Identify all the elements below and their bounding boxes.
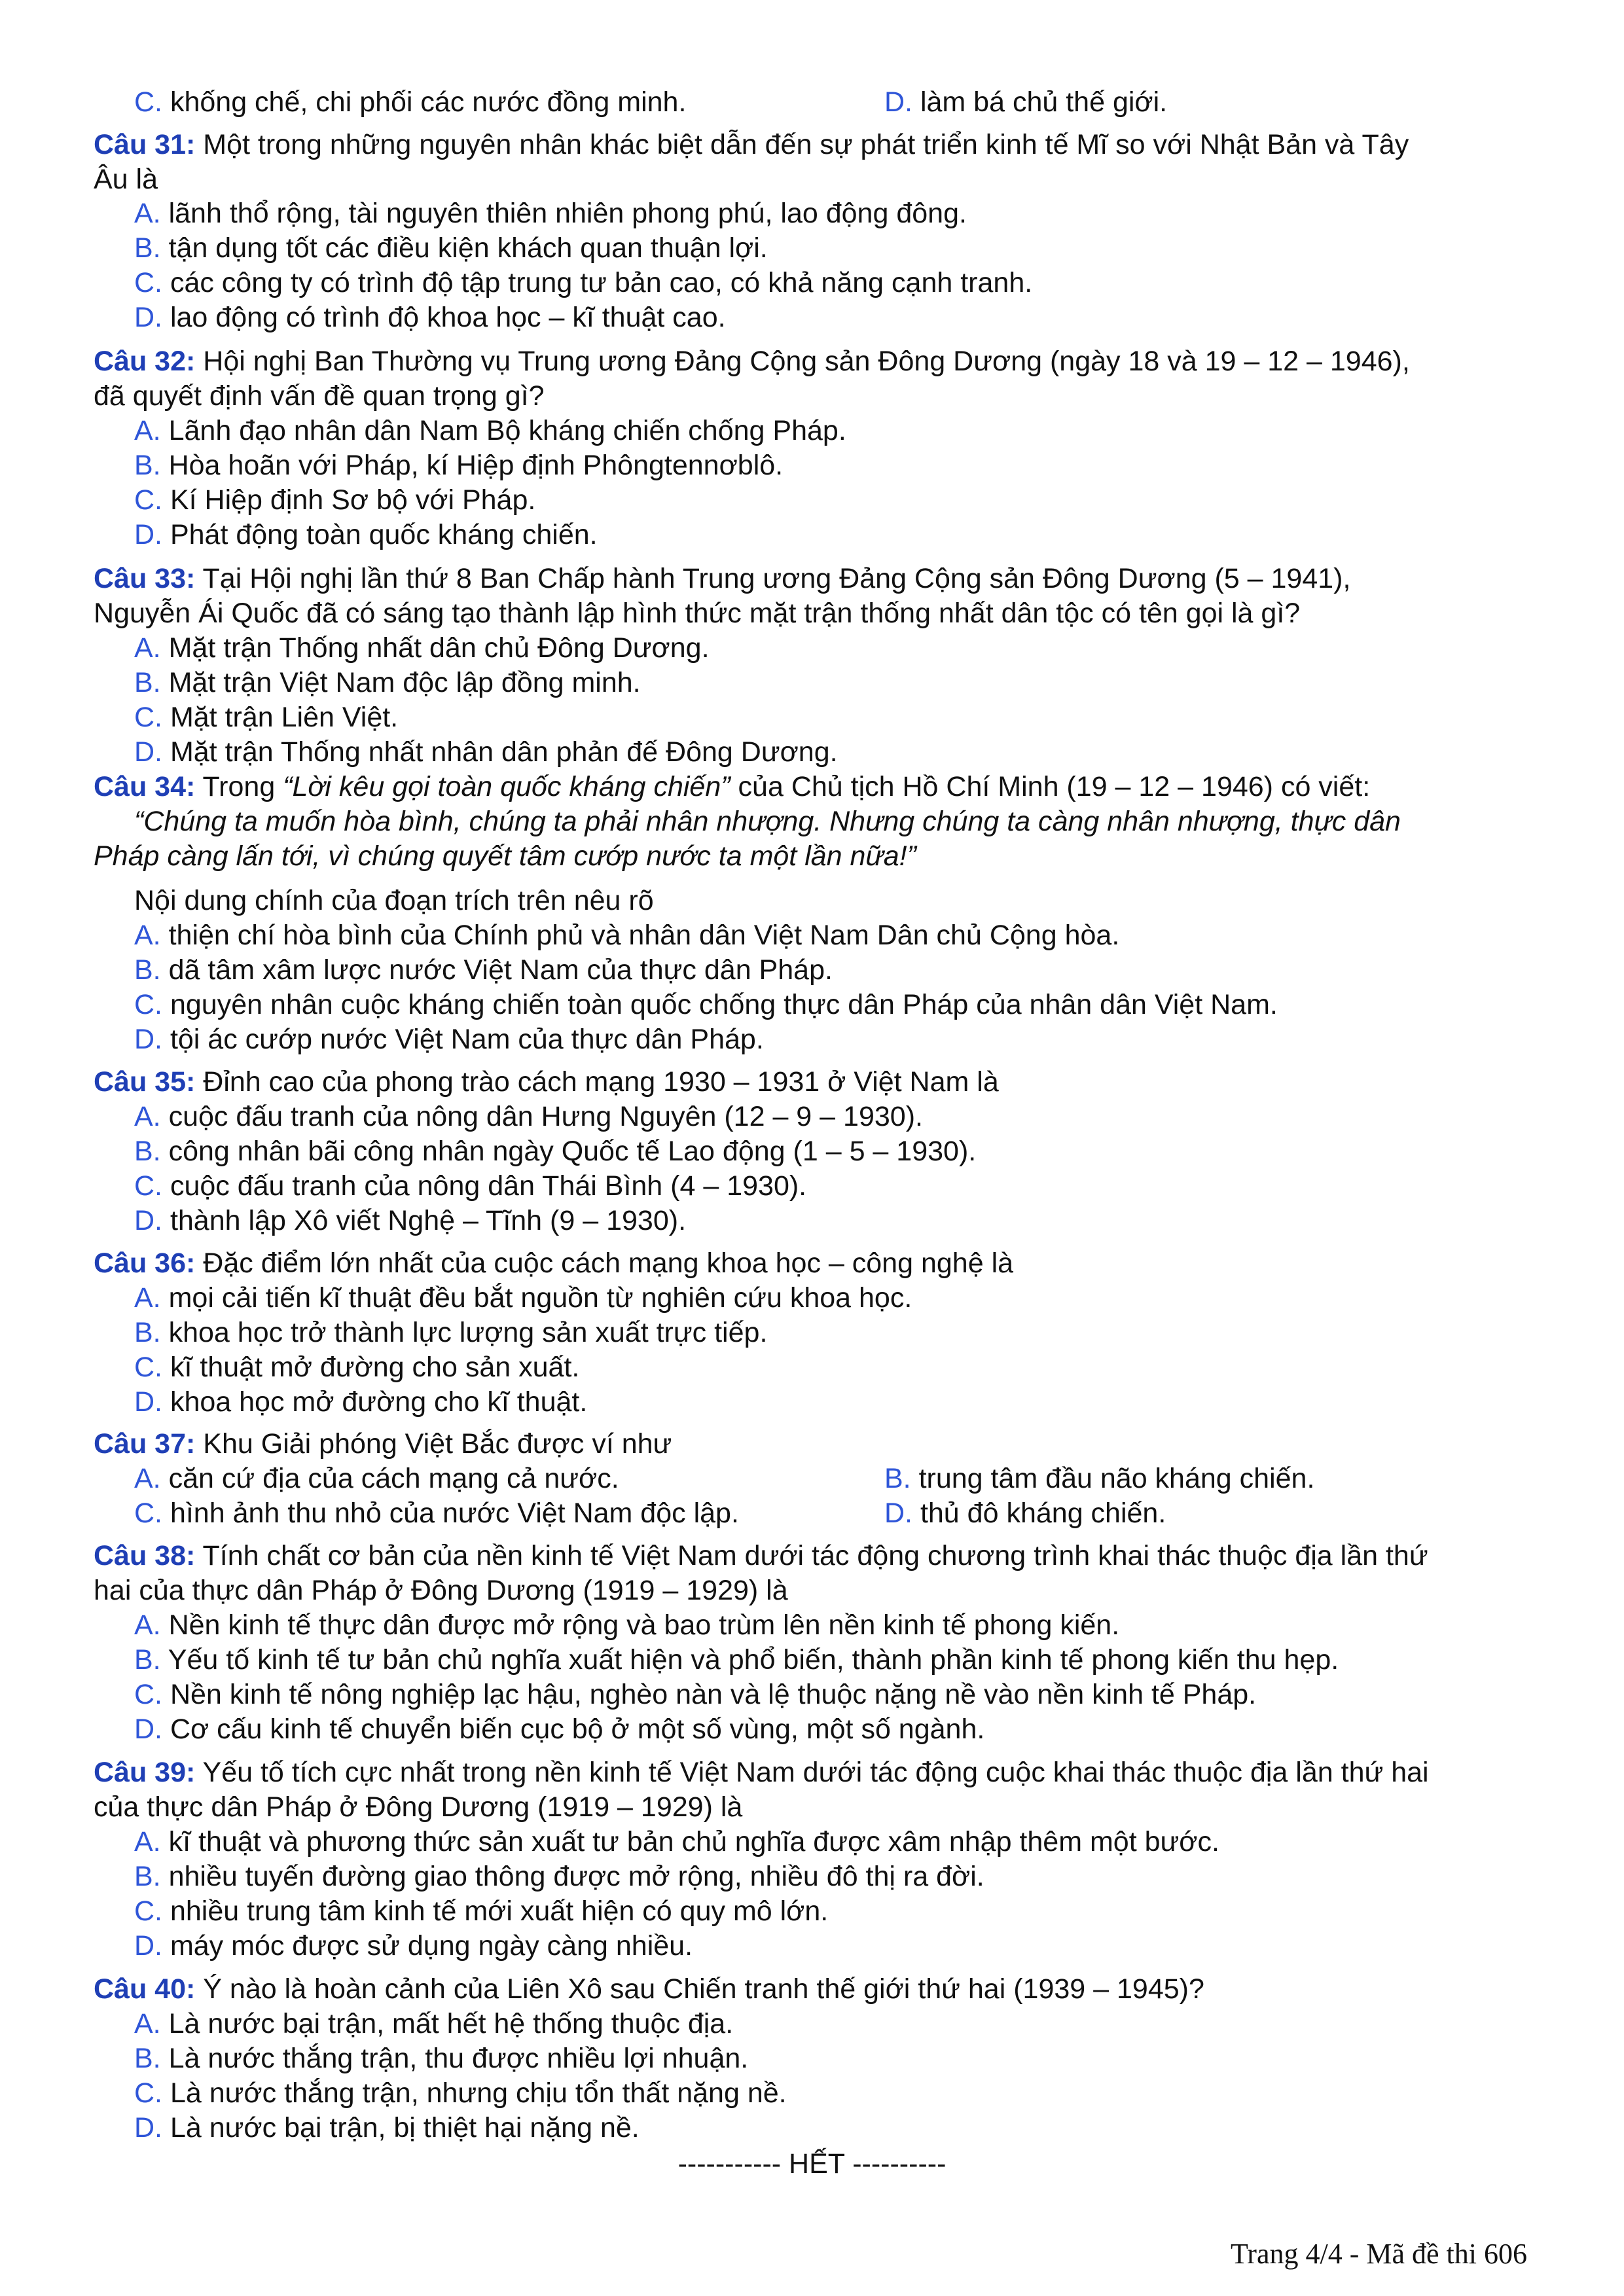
q33-option-a (134, 631, 710, 665)
option-label: D. (134, 736, 162, 768)
option-text: thiện chí hòa bình của Chính phủ và nhân dân Việt Nam Dân chủ Cộng hòa. (160, 920, 1120, 951)
q31-option-a (134, 196, 967, 230)
q31-option-d (134, 300, 726, 334)
question-36 (94, 1246, 1013, 1280)
question-34 (94, 770, 1370, 804)
question-31-cont: Âu là (94, 164, 158, 195)
question-text: Ý nào là hoàn cảnh của Liên Xô sau Chiến tranh thế giới thứ hai (1939 – 1945)? (195, 1973, 1204, 2005)
question-40 (94, 1972, 1204, 2006)
option-label: A. (134, 632, 161, 664)
question-label: Câu 35: (94, 1066, 196, 1098)
option-text: Là nước bại trận, bị thiệt hại nặng nề. (162, 2112, 640, 2144)
question-text: Một trong những nguyên nhân khác biệt dẫn đến sự phát triển kinh tế Mĩ so với Nhật Bản và Tây (195, 129, 1409, 160)
option-label: B. (134, 667, 161, 698)
question-label: Câu 34: (94, 771, 196, 802)
q38-option-d (134, 1712, 984, 1746)
q37-option-b (884, 1462, 1314, 1496)
option-text: các công ty có trình độ tập trung tư bản cao, có khả năng cạnh tranh. (162, 267, 1033, 298)
option-text: khống chế, chi phối các nước đồng minh. (162, 86, 687, 118)
option-text: căn cứ địa của cách mạng cả nước. (160, 1463, 619, 1494)
q34-option-a (134, 918, 1119, 952)
question-text: Đỉnh cao của phong trào cách mạng 1930 – 1931 ở Việt Nam là (195, 1066, 999, 1098)
option-label: B. (884, 1463, 911, 1494)
question-37 (94, 1427, 672, 1461)
option-label: D. (134, 1713, 162, 1745)
option-label: B. (134, 1644, 161, 1676)
option-label: C. (134, 2077, 162, 2109)
option-text: làm bá chủ thế giới. (912, 86, 1168, 118)
option-label: B. (134, 1861, 161, 1892)
question-text: Trong (195, 771, 283, 802)
option-text: Mặt trận Việt Nam độc lập đồng minh. (160, 667, 641, 698)
option-label: C. (134, 1170, 162, 1202)
q36-option-c (134, 1350, 579, 1384)
q36-option-d (134, 1385, 587, 1419)
option-text: Hòa hoãn với Pháp, kí Hiệp định Phôngtennơblô. (160, 450, 784, 481)
q35-option-b (134, 1134, 976, 1168)
question-label: Câu 39: (94, 1757, 196, 1788)
question-text-post: của Chủ tịch Hồ Chí Minh (19 – 12 – 1946) có viết: (730, 771, 1371, 802)
option-label: A. (134, 1609, 161, 1641)
q38-option-c (134, 1677, 1256, 1712)
q32-option-c (134, 483, 535, 517)
option-text: khoa học mở đường cho kĩ thuật. (162, 1386, 588, 1418)
option-text: Là nước bại trận, mất hết hệ thống thuộc địa. (160, 2008, 734, 2039)
question-text: Hội nghị Ban Thường vụ Trung ương Đảng Cộng sản Đông Dương (ngày 18 và 19 – 12 – 1946), (195, 346, 1410, 377)
option-label: D. (134, 1930, 162, 1962)
question-34-quote-1: “Chúng ta muốn hòa bình, chúng ta phải nhân nhượng. Nhưng chúng ta càng nhân nhượng, thực dân (134, 806, 1401, 837)
option-label: D. (134, 2112, 162, 2144)
option-text: Mặt trận Thống nhất nhân dân phản đế Đông Dương. (162, 736, 838, 768)
question-text: Tại Hội nghị lần thứ 8 Ban Chấp hành Trung ương Đảng Cộng sản Đông Dương (5 – 1941), (195, 563, 1351, 594)
q35-option-d (134, 1204, 686, 1238)
question-text: Đặc điểm lớn nhất của cuộc cách mạng khoa học – công nghệ là (195, 1247, 1014, 1279)
q32-option-d (134, 518, 598, 552)
option-label: B. (134, 450, 161, 481)
option-label: C. (134, 1498, 162, 1529)
option-label: B. (134, 232, 161, 264)
q39-option-d (134, 1929, 693, 1963)
option-text: Kí Hiệp định Sơ bộ với Pháp. (162, 484, 536, 516)
option-text: cuộc đấu tranh của nông dân Hưng Nguyên (12 – 9 – 1930). (160, 1101, 923, 1132)
option-label: D. (134, 302, 162, 333)
question-34-quote-2: Pháp càng lấn tới, vì chúng quyết tâm cướp nước ta một lần nữa!” (94, 840, 916, 872)
question-text: Tính chất cơ bản của nền kinh tế Việt Nam dưới tác động chương trình khai thác thuộc địa lần thứ (195, 1540, 1428, 1571)
option-label: C. (134, 484, 162, 516)
option-label: C. (134, 1352, 162, 1383)
option-label: A. (134, 1826, 161, 1857)
q40-option-a (134, 2007, 733, 2041)
option-text: dã tâm xâm lược nước Việt Nam của thực dân Pháp. (160, 954, 833, 986)
option-label: C. (134, 989, 162, 1020)
option-text: nhiều trung tâm kinh tế mới xuất hiện có quy mô lớn. (162, 1895, 829, 1927)
option-text: lao động có trình độ khoa học – kĩ thuật cao. (162, 302, 726, 333)
question-39 (94, 1755, 1429, 1789)
option-label: B. (134, 2043, 161, 2074)
question-label: Câu 31: (94, 129, 196, 160)
question-label: Câu 36: (94, 1247, 196, 1279)
q35-option-a (134, 1100, 923, 1134)
option-label: A. (134, 1101, 161, 1132)
option-label: C. (134, 267, 162, 298)
q40-option-c (134, 2076, 787, 2110)
option-text: kĩ thuật và phương thức sản xuất tư bản chủ nghĩa được xâm nhập thêm một bước. (160, 1826, 1219, 1857)
question-34-prompt: Nội dung chính của đoạn trích trên nêu rõ (134, 885, 654, 916)
option-label: A. (134, 920, 161, 951)
q34-option-d (134, 1022, 764, 1056)
option-text: cuộc đấu tranh của nông dân Thái Bình (4 – 1930). (162, 1170, 807, 1202)
question-label: Câu 40: (94, 1973, 196, 2005)
question-label: Câu 33: (94, 563, 196, 594)
option-label: A. (134, 198, 161, 229)
option-label: D. (884, 86, 912, 118)
option-text: công nhân bãi công nhân ngày Quốc tế Lao động (1 – 5 – 1930). (160, 1136, 977, 1167)
option-label: D. (884, 1498, 912, 1529)
question-quote-title: “Lời kêu gọi toàn quốc kháng chiến” (283, 771, 731, 802)
option-label: A. (134, 1282, 161, 1314)
page-footer: Trang 4/4 - Mã đề thi 606 (1230, 2238, 1527, 2270)
question-text: Yếu tố tích cực nhất trong nền kinh tế Việt Nam dưới tác động cuộc khai thác thuộc địa lần thứ hai (195, 1757, 1429, 1788)
option-text: Lãnh đạo nhân dân Nam Bộ kháng chiến chống Pháp. (160, 415, 846, 446)
q33-option-d (134, 735, 838, 769)
option-text: mọi cải tiến kĩ thuật đều bắt nguồn từ nghiên cứu khoa học. (160, 1282, 912, 1314)
q39-option-c (134, 1894, 828, 1928)
q34-option-b (134, 953, 833, 987)
q40-option-d (134, 2111, 640, 2145)
end-marker: ----------- HẾT ---------- (677, 2148, 947, 2179)
question-32 (94, 344, 1410, 378)
option-label: B. (134, 954, 161, 986)
option-text: Là nước thắng trận, nhưng chịu tổn thất nặng nề. (162, 2077, 787, 2109)
question-39-cont: của thực dân Pháp ở Đông Dương (1919 – 1929) là (94, 1791, 743, 1823)
question-35 (94, 1065, 999, 1099)
question-text: Khu Giải phóng Việt Bắc được ví như (195, 1428, 672, 1460)
question-label: Câu 38: (94, 1540, 196, 1571)
option-label: C. (134, 1895, 162, 1927)
option-label: D. (134, 519, 162, 550)
q38-option-a (134, 1608, 1119, 1642)
q37-option-c (134, 1496, 739, 1530)
option-text: tội ác cướp nước Việt Nam của thực dân Pháp. (162, 1024, 764, 1055)
option-label: D. (134, 1024, 162, 1055)
option-text: khoa học trở thành lực lượng sản xuất trực tiếp. (160, 1317, 768, 1348)
option-c-carry (134, 85, 686, 119)
option-label: B. (134, 1317, 161, 1348)
question-33-cont: Nguyễn Ái Quốc đã có sáng tạo thành lập hình thức mặt trận thống nhất dân tộc có tên gọi là gì? (94, 598, 1301, 629)
question-31 (94, 128, 1409, 162)
option-label: A. (134, 2008, 161, 2039)
question-33 (94, 562, 1350, 596)
option-text: Mặt trận Thống nhất dân chủ Đông Dương. (160, 632, 710, 664)
option-text: trung tâm đầu não kháng chiến. (911, 1463, 1315, 1494)
option-text: Nền kinh tế nông nghiệp lạc hậu, nghèo nàn và lệ thuộc nặng nề vào nền kinh tế Pháp. (162, 1679, 1257, 1710)
q33-option-b (134, 666, 641, 700)
q31-option-b (134, 231, 768, 265)
q37-option-d (884, 1496, 1166, 1530)
q32-option-b (134, 448, 783, 482)
option-text: Cơ cấu kinh tế chuyển biến cục bộ ở một số vùng, một số ngành. (162, 1713, 985, 1745)
option-text: lãnh thổ rộng, tài nguyên thiên nhiên phong phú, lao động đông. (160, 198, 967, 229)
q34-option-c (134, 988, 1278, 1022)
option-text: kĩ thuật mở đường cho sản xuất. (162, 1352, 580, 1383)
q39-option-b (134, 1859, 984, 1893)
option-text: thành lập Xô viết Nghệ – Tĩnh (9 – 1930). (162, 1205, 687, 1236)
option-label: D. (134, 1205, 162, 1236)
q35-option-c (134, 1169, 806, 1203)
option-text: hình ảnh thu nhỏ của nước Việt Nam độc lập. (162, 1498, 739, 1529)
option-label: D. (134, 1386, 162, 1418)
option-text: nhiều tuyến đường giao thông được mở rộng, nhiều đô thị ra đời. (160, 1861, 984, 1892)
q36-option-a (134, 1281, 912, 1315)
option-text: Yếu tố kinh tế tư bản chủ nghĩa xuất hiện và phổ biến, thành phần kinh tế phong kiến thu hẹp. (160, 1644, 1339, 1676)
question-label: Câu 37: (94, 1428, 196, 1460)
option-label: B. (134, 1136, 161, 1167)
option-text: Mặt trận Liên Việt. (162, 702, 399, 733)
q33-option-c (134, 700, 398, 734)
option-d-carry (884, 85, 1167, 119)
q37-option-a (134, 1462, 619, 1496)
option-text: tận dụng tốt các điều kiện khách quan thuận lợi. (160, 232, 768, 264)
option-text: Nền kinh tế thực dân được mở rộng và bao trùm lên nền kinh tế phong kiến. (160, 1609, 1120, 1641)
question-38-cont: hai của thực dân Pháp ở Đông Dương (1919 – 1929) là (94, 1575, 788, 1606)
question-32-cont: đã quyết định vấn đề quan trọng gì? (94, 380, 545, 412)
option-text: Phát động toàn quốc kháng chiến. (162, 519, 598, 550)
option-text: máy móc được sử dụng ngày càng nhiều. (162, 1930, 693, 1962)
option-text: nguyên nhân cuộc kháng chiến toàn quốc chống thực dân Pháp của nhân dân Việt Nam. (162, 989, 1278, 1020)
option-label: A. (134, 1463, 161, 1494)
question-38 (94, 1539, 1428, 1573)
option-text: Là nước thắng trận, thu được nhiều lợi nhuận. (160, 2043, 749, 2074)
q38-option-b (134, 1643, 1339, 1677)
q39-option-a (134, 1825, 1219, 1859)
option-label: C. (134, 1679, 162, 1710)
q40-option-b (134, 2041, 748, 2075)
option-label: C. (134, 86, 162, 118)
q32-option-a (134, 414, 846, 448)
option-text: thủ đô kháng chiến. (912, 1498, 1166, 1529)
question-label: Câu 32: (94, 346, 196, 377)
q31-option-c (134, 266, 1032, 300)
q36-option-b (134, 1316, 767, 1350)
option-label: A. (134, 415, 161, 446)
option-label: C. (134, 702, 162, 733)
